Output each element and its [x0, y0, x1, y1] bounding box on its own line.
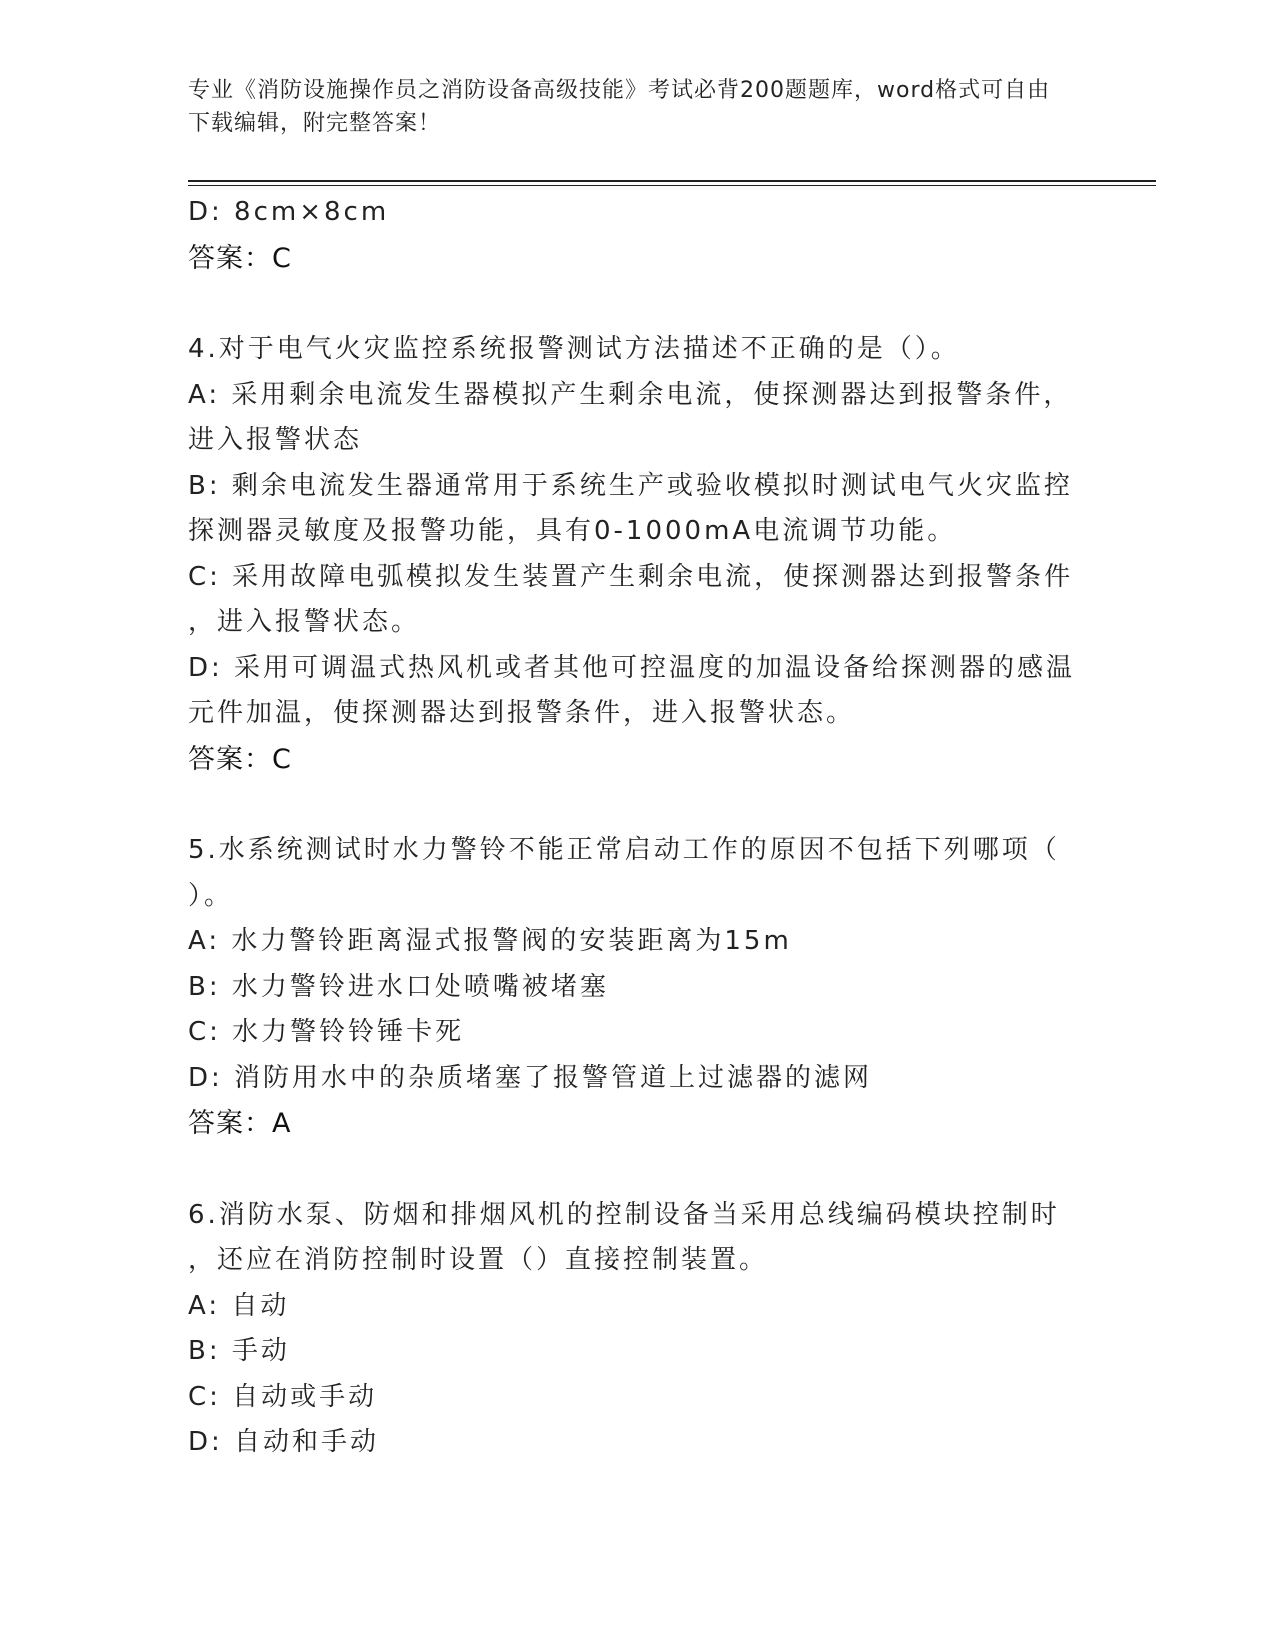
question-stem: ）。 — [188, 880, 234, 911]
answer: 答案：A — [188, 1108, 292, 1139]
option-line: B: 手动 — [188, 1336, 290, 1366]
option-line: D: 消防用水中的杂质堵塞了报警管道上过滤器的滤网 — [188, 1062, 873, 1093]
document-body — [188, 190, 1088, 1466]
option-d-fragment: D: 8cm×8cm — [188, 197, 390, 227]
option-line: 探测器灵敏度及报警功能，具有0-1000mA电流调节功能。 — [188, 516, 957, 546]
option-line: C: 水力警铃铃锤卡死 — [188, 1017, 465, 1047]
option-line: C: 自动或手动 — [188, 1381, 378, 1412]
header-title: 专业《消防设施操作员之消防设备高级技能》考试必背200题题库，word格式可自由下载编辑，附完整答案！ — [188, 78, 1051, 136]
question-stem: 5.水系统测试时水力警铃不能正常启动工作的原因不包括下列哪项（ — [188, 835, 1060, 865]
answer: 答案：C — [188, 743, 292, 775]
question-stem: 4.对于电气火灾监控系统报警测试方法描述不正确的是（）。 — [188, 334, 960, 364]
header-divider — [188, 180, 1156, 186]
option-line: A: 采用剩余电流发生器模拟产生剩余电流，使探测器达到报警条件， — [188, 379, 1073, 410]
option-line: ，进入报警状态。 — [188, 607, 421, 637]
option-line: 进入报警状态 — [188, 425, 363, 455]
question-6 — [188, 1193, 1088, 1466]
option-line: 元件加温，使探测器达到报警条件，进入报警状态。 — [188, 698, 856, 728]
question-stem: 6.消防水泵、防烟和排烟风机的控制设备当采用总线编码模块控制时 — [188, 1199, 1060, 1230]
option-line: B: 剩余电流发生器通常用于系统生产或验收模拟时测试电气火灾监控 — [188, 470, 1073, 501]
option-line: D: 采用可调温式热风机或者其他可控温度的加温设备给探测器的感温 — [188, 652, 1076, 683]
option-line: A: 水力警铃距离湿式报警阀的安装距离为15m — [188, 926, 792, 956]
document-header — [188, 74, 1068, 140]
question-stem: ，还应在消防控制时设置（）直接控制装置。 — [188, 1245, 769, 1275]
option-line: A: 自动 — [188, 1290, 290, 1321]
option-line: C: 采用故障电弧模拟发生装置产生剩余电流，使探测器达到报警条件 — [188, 561, 1074, 592]
question-5 — [188, 828, 1088, 1147]
question-4 — [188, 327, 1088, 782]
option-line: D: 自动和手动 — [188, 1427, 380, 1457]
answer-fragment: 答案：C — [188, 242, 292, 274]
option-line: B: 水力警铃进水口处喷嘴被堵塞 — [188, 971, 609, 1002]
